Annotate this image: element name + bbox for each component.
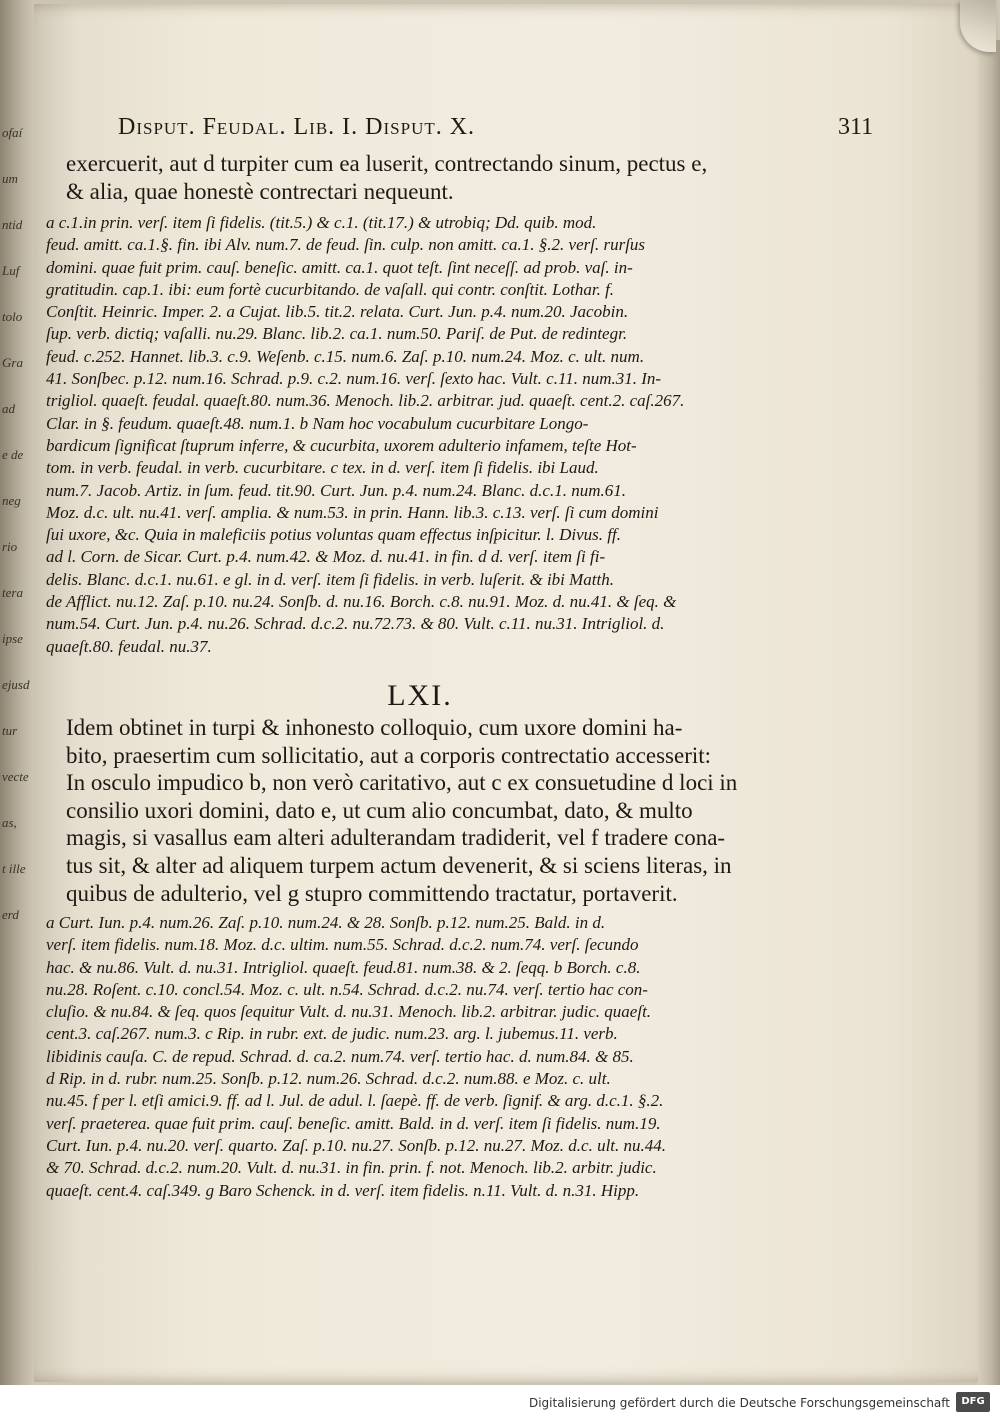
footnote-line: num.54. Curt. Jun. p.4. nu.26. Schrad. d.c.2. nu.72.73. & 80. Vult. c.11. nu.31. Intrigliol. d. xyxy=(46,614,665,634)
footnote-line: & 70. Schrad. d.c.2. num.20. Vult. d. nu.31. in fin. prin. f. not. Menoch. lib.2. arbitr. judic. xyxy=(46,1158,657,1178)
text-line: exercuerit, aut d turpiter cum ea luserit, contrectando sinum, pectus e, xyxy=(66,151,708,176)
footnote-line: feud. amitt. ca.1.§. fin. ibi Alv. num.7. de feud. ſin. culp. non amitt. ca.1. §.2. verſ. rurſus xyxy=(46,235,646,255)
footnote-line: ad l. Corn. de Sicar. Curt. p.4. num.42. & Moz. d. nu.41. in fin. d d. verſ. item ſi fi- xyxy=(46,547,606,567)
footnote-line: Moz. d.c. ult. nu.41. verſ. amplia. & num.53. in prin. Hann. lib.3. c.13. verſ. ſi cum domini xyxy=(46,502,659,522)
footnote-line: trigliol. quaeſt. feudal. quaeſt.80. num.36. Menoch. lib.2. arbitrar. jud. quaeſt. cent.2. caſ.267. xyxy=(46,391,685,411)
footer-credit: Digitalisierung gefördert durch die Deutsche Forschungsgemeinschaft xyxy=(528,1396,950,1410)
margin-fragment: ipse xyxy=(2,631,23,646)
facing-page-fragments xyxy=(2,110,30,938)
page-edge-right xyxy=(978,40,1000,1385)
margin-fragment: Luf xyxy=(2,263,20,278)
footnote-line: tom. in verb. feudal. in verb. cucurbitare. c tex. in d. verſ. item ſi fidelis. ibi Laud. xyxy=(46,458,599,478)
margin-fragment: ntid xyxy=(2,217,23,232)
facing-page-edge xyxy=(0,0,34,1385)
margin-fragment: e de xyxy=(2,447,24,462)
footnote-line: ſup. verb. dictiq; vaſalli. nu.29. Blanc. lib.2. ca.1. num.50. Pariſ. de Put. de redintegr. xyxy=(46,324,628,344)
text-line: In osculo impudico b, non verò caritativo, aut c ex consuetudine d loci in xyxy=(66,770,738,796)
footnote-line: nu.45. f per l. etſi amici.9. ff. ad l. Jul. de adul. l. ſaepè. ff. de verb. ſignif. & arg. d.c.1. §.2. xyxy=(46,1091,664,1111)
margin-fragment: as, xyxy=(2,815,17,830)
margin-fragment: ad xyxy=(2,401,15,416)
text-line: Idem obtinet in turpi & inhonesto colloquio, cum uxore domini ha- xyxy=(66,715,683,740)
footnote-line: Curt. Iun. p.4. nu.20. verſ. quarto. Zaſ. p.10. nu.27. Sonſb. p.12. nu.27. Moz. d.c. ult. nu.44. xyxy=(46,1135,667,1155)
footnote-line: verſ. item fidelis. num.18. Moz. d.c. ultim. num.55. Schrad. d.c.2. num.74. verſ. ſecundo xyxy=(46,935,639,955)
footnote-line: nu.28. Roſent. c.10. concl.54. Moz. c. ult. n.54. Schrad. d.c.2. nu.74. verſ. tertio hac con- xyxy=(46,979,648,999)
footnote-line: feud. c.252. Hannet. lib.3. c.9. Weſenb. c.15. num.6. Zaſ. p.10. num.24. Moz. c. ult. num. xyxy=(46,346,645,366)
paragraph-top xyxy=(66,150,966,205)
footnote-line: a c.1.in prin. verſ. item ſi fidelis. (tit.5.) & c.1. (tit.17.) & utrobiq; Dd. quib. mod. xyxy=(46,213,597,232)
footnote-line: a Curt. Iun. p.4. num.26. Zaſ. p.10. num.24. & 28. Sonſb. p.12. num.25. Bald. in d. xyxy=(46,913,606,932)
footnote-line: Conſtit. Heinric. Imper. 2. a Cujat. lib.5. tit.2. relata. Curt. Jun. p.4. num.20. Jacobin. xyxy=(46,302,629,322)
margin-fragment: ejusd xyxy=(2,677,30,692)
footnote-line: quaeſt. cent.4. caſ.349. g Baro Schenck. in d. verſ. item fidelis. n.11. Vult. d. n.31. Hipp. xyxy=(46,1180,640,1200)
margin-fragment: Gra xyxy=(2,355,23,370)
text-line: quibus de adulterio, vel g stupro committendo tractatur, portaverit. xyxy=(66,880,678,906)
margin-fragment: rio xyxy=(2,539,18,554)
section-heading: LXI. xyxy=(387,679,453,712)
footnote-line: de Afflict. nu.12. Zaſ. p.10. nu.24. Sonſb. d. nu.16. Borch. c.8. nu.91. Moz. d. nu.41. & ſeq. & xyxy=(46,592,677,612)
margin-fragment: t ille xyxy=(2,861,26,876)
footnote-line: libidinis cauſa. C. de repud. Schrad. d. ca.2. num.74. verſ. tertio hac. d. num.84. & 85. xyxy=(46,1046,634,1066)
margin-fragment: erd xyxy=(2,907,19,922)
footnotes-main xyxy=(46,912,966,1202)
margin-fragment: neg xyxy=(2,493,21,508)
running-head: Disput. Feudal. Lib. I. Disput. X. xyxy=(118,114,476,140)
footnote-line: quaeſt.80. feudal. nu.37. xyxy=(46,636,212,656)
footnote-line: d Rip. in d. rubr. num.25. Sonſb. p.12. num.26. Schrad. d.c.2. num.88. e Moz. c. ult. xyxy=(46,1069,611,1089)
margin-fragment: tolo xyxy=(2,309,23,324)
margin-fragment: um xyxy=(2,171,18,186)
paragraph-main xyxy=(66,714,966,907)
footnote-line: bardicum ſignificat ſtuprum inferre, & cucurbita, uxorem adulterio infamem, teſte Hot- xyxy=(46,435,637,455)
footnote-line: Clar. in §. feudum. quaeſt.48. num.1. b Nam hoc vocabulum cucurbitare Longo- xyxy=(46,413,589,433)
margin-fragment: ofaí xyxy=(2,125,23,140)
digitization-footer xyxy=(0,1385,1000,1420)
margin-fragment: tur xyxy=(2,723,18,738)
footnote-line: 41. Sonſbec. p.12. num.16. Schrad. p.9. c.2. num.16. verſ. ſexto hac. Vult. c.11. num.31. In- xyxy=(46,369,662,389)
margin-fragment: vecte xyxy=(2,769,29,784)
dfg-logo-icon: DFG xyxy=(956,1392,990,1412)
text-line: tus sit, & alter ad aliquem turpem actum devenerit, & si sciens literas, in xyxy=(66,852,732,878)
footnote-line: cluſio. & nu.84. & ſeq. quos ſequitur Vult. d. nu.31. Menoch. lib.2. arbitrar. judic. quaeſt. xyxy=(46,1002,652,1022)
footnote-line: cent.3. caſ.267. num.3. c Rip. in rubr. ext. de judic. num.23. arg. l. jubemus.11. verb. xyxy=(46,1024,618,1044)
footnotes-top xyxy=(46,212,966,658)
footnote-line: verſ. praeterea. quae fuit prim. cauſ. beneſic. amitt. Bald. in d. verſ. item ſi fidelis. num.19. xyxy=(46,1113,661,1133)
footnote-line: hac. & nu.86. Vult. d. nu.31. Intrigliol. quaeſt. feud.81. num.38. & 2. ſeqq. b Borch. c.8. xyxy=(46,957,641,977)
text-line: bito, praesertim cum sollicitatio, aut a corporis contrectatio accesserit: xyxy=(66,742,712,768)
footnote-line: ſui uxore, &c. Quia in maleficiis potius voluntas quam effectus inſpicitur. l. Divus. ff. xyxy=(46,525,621,545)
footnote-line: domini. quae fuit prim. cauſ. beneſic. amitt. ca.1. quot teſt. ſint neceſſ. ad prob. vaſ. in- xyxy=(46,257,633,277)
footnote-line: gratitudin. cap.1. ibi: eum fortè cucurbitando. de vaſall. qui contr. conſtit. Lothar. f. xyxy=(46,279,615,299)
text-line: consilio uxori domini, dato e, ut cum alio concumbat, dato, & multo xyxy=(66,797,693,823)
footnote-line: delis. Blanc. d.c.1. nu.61. e gl. in d. verſ. item ſi fidelis. in verb. luſerit. & ibi Matth. xyxy=(46,569,615,589)
footnote-line: num.7. Jacob. Artiz. in ſum. feud. tit.90. Curt. Jun. p.4. num.24. Blanc. d.c.1. num.61. xyxy=(46,480,627,500)
text-line: magis, si vasallus eam alteri adulterandam tradiderit, vel f tradere cona- xyxy=(66,825,726,851)
page-number: 311 xyxy=(838,114,874,140)
text-line: & alia, quae honestè contrectari nequeunt. xyxy=(66,178,454,204)
margin-fragment: tera xyxy=(2,585,23,600)
